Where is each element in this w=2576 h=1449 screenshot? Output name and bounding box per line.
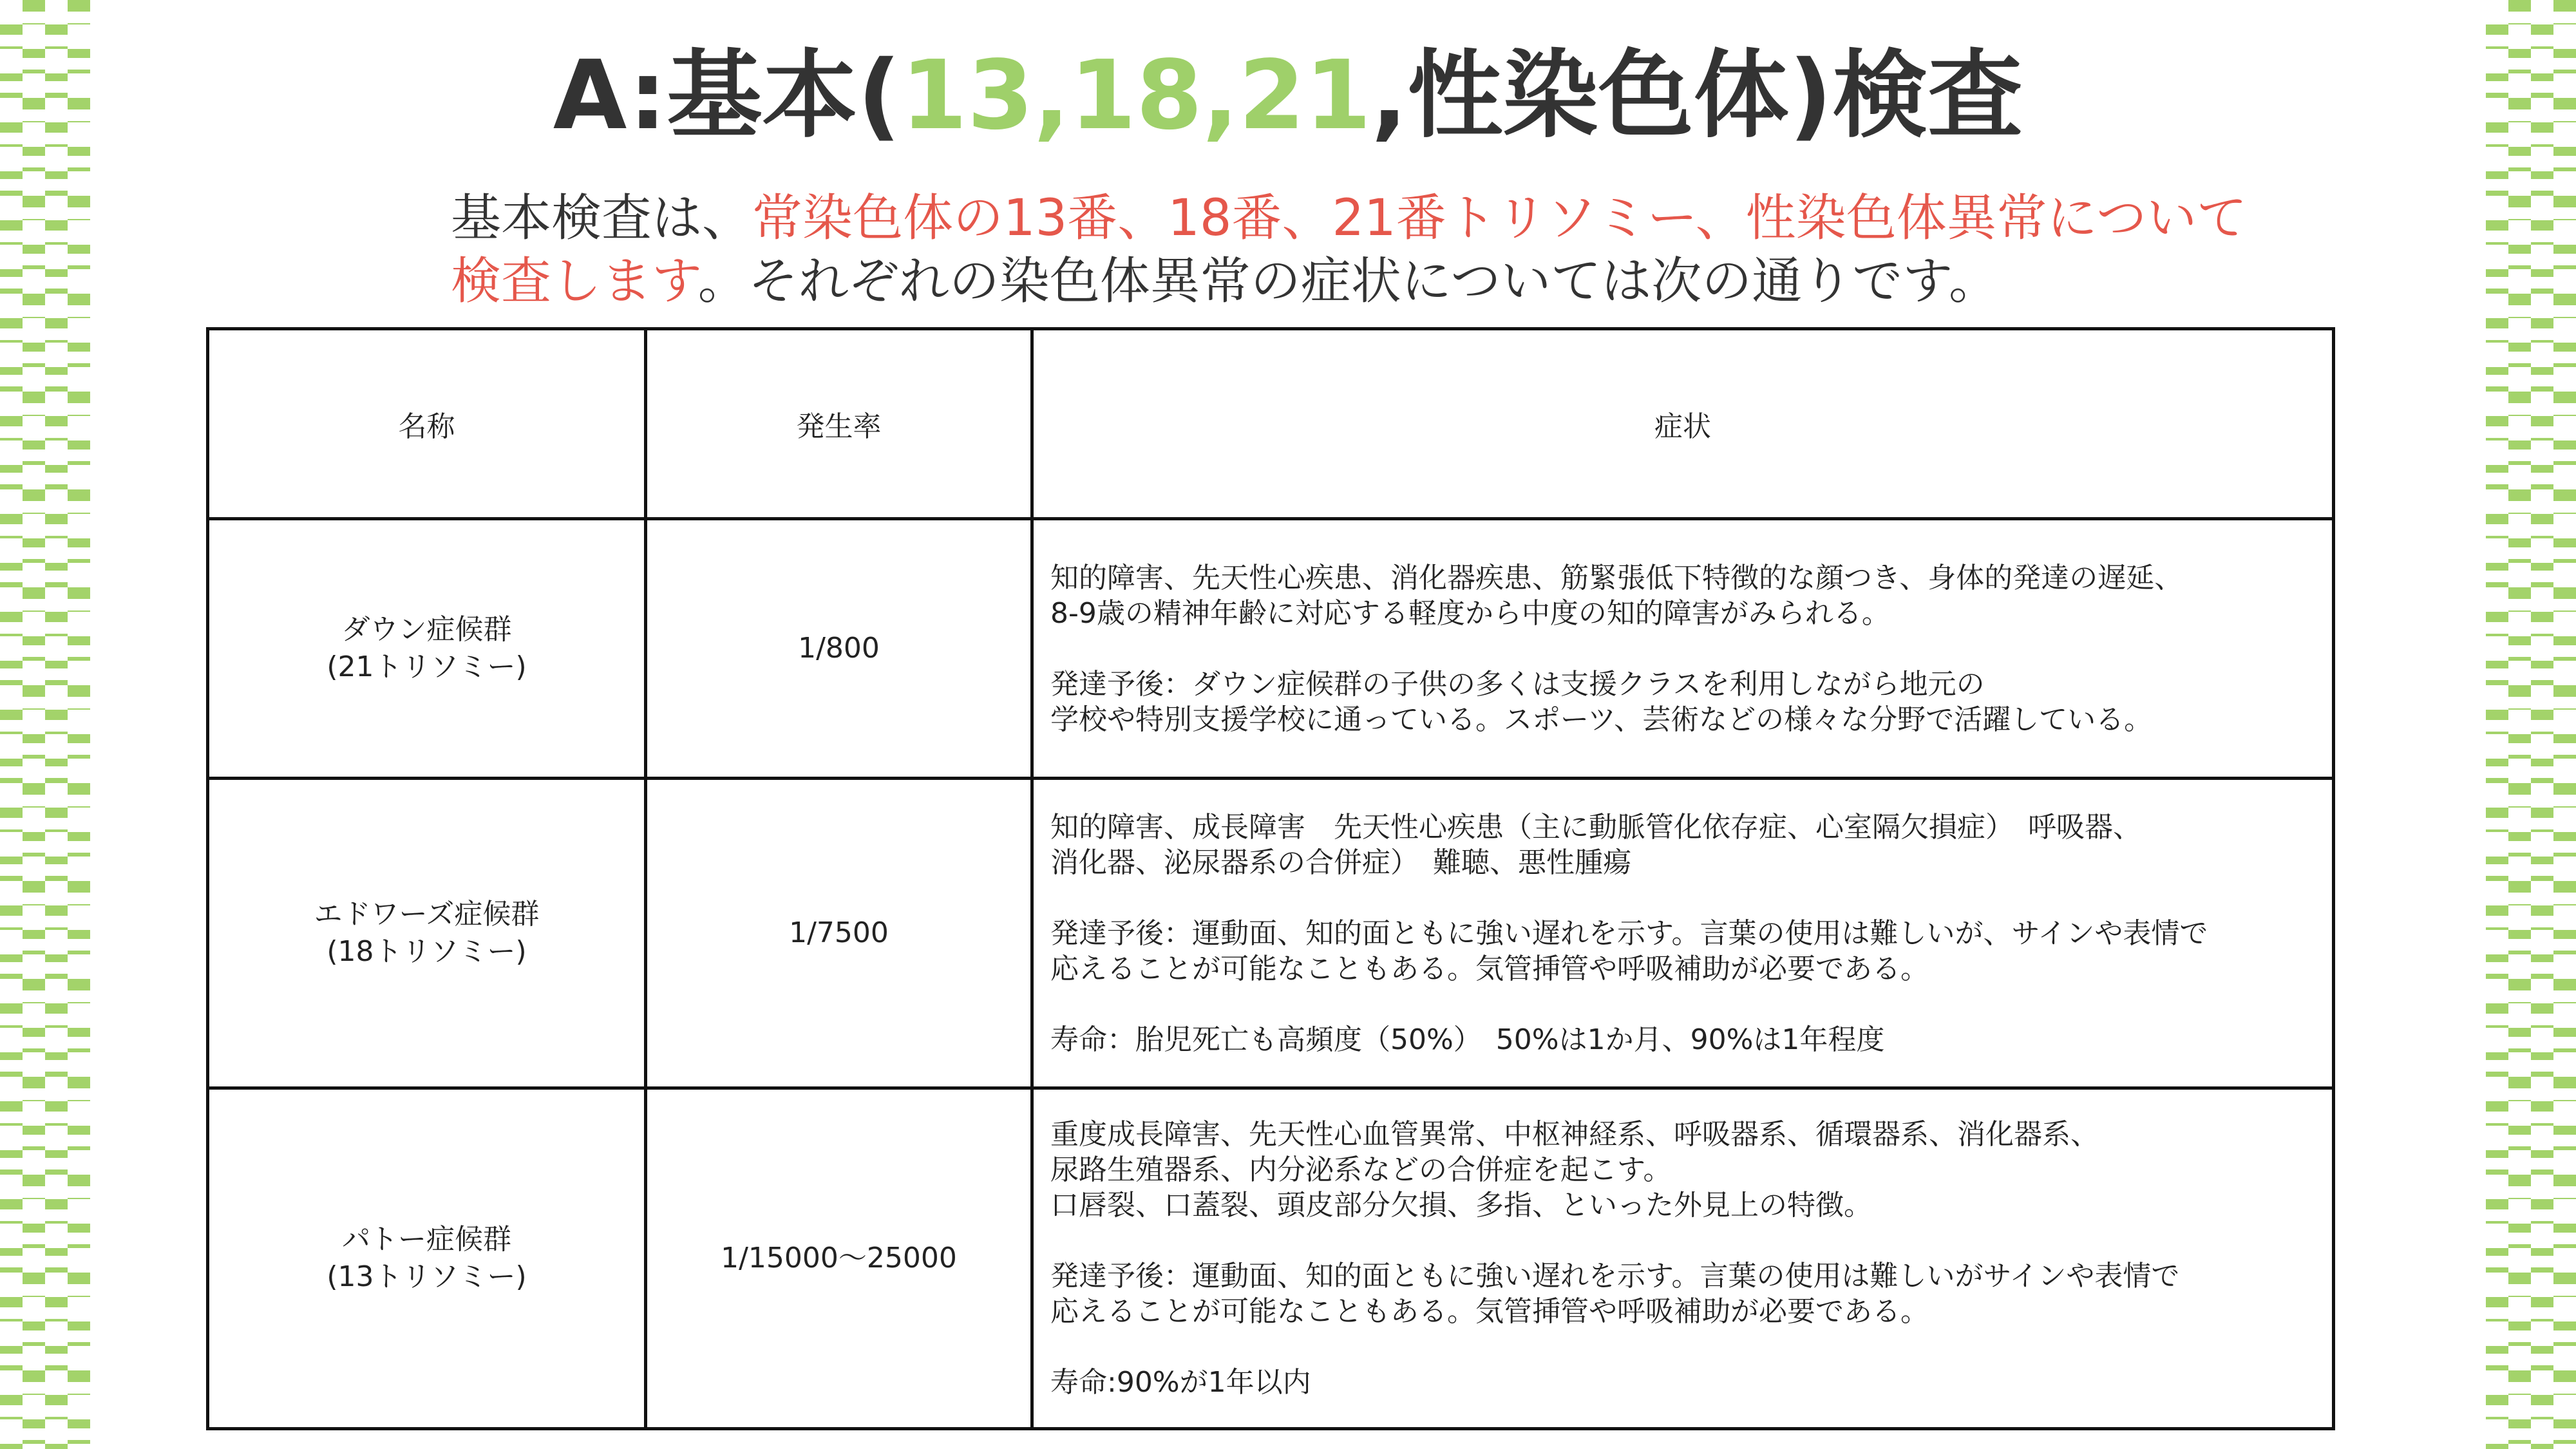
symptom-line: 発達予後：運動面、知的面ともに強い遅れを示す。言葉の使用は難しいが、サインや表情で [1050, 916, 2208, 950]
symptom-line: 発達予後：運動面、知的面ともに強い遅れを示す。言葉の使用は難しいがサインや表情で [1050, 1260, 2180, 1293]
symptom-line: 尿路生殖器系、内分泌系などの合併症を起こす。 [1050, 1153, 1672, 1186]
condition-subtitle: (13トリソミー) [327, 1260, 527, 1293]
symptom-line: 8-9歳の精神年齢に対応する軽度から中度の知的障害がみられる。 [1050, 596, 1890, 630]
symptoms-cell [1032, 519, 2334, 779]
intro-text-2: 。それぞれの染色体異常の症状については次の通りです。 [697, 252, 1999, 310]
header-rate: 発生率 [646, 329, 1032, 519]
incidence-rate: 1/7500 [646, 779, 1032, 1088]
intro-text: 基本検査は、 [451, 189, 753, 247]
title-suffix: ,性染色体)検査 [1371, 40, 2023, 151]
condition-subtitle: (18トリソミー) [327, 935, 527, 968]
symptom-spacer [1050, 631, 2319, 667]
symptom-line: 重度成長障害、先天性心血管異常、中枢神経系、呼吸器系、循環器系、消化器系、 [1050, 1118, 2099, 1151]
header-symptoms: 症状 [1032, 329, 2334, 519]
right-checker-border [2486, 0, 2576, 1449]
symptom-line: 知的障害、先天性心疾患、消化器疾患、筋緊張低下特徴的な顔つき、身体的発達の遅延、 [1050, 561, 2183, 594]
symptom-line: 知的障害、成長障害 先天性心疾患（主に動脈管化依存症、心室隔欠損症） 呼吸器、 [1050, 810, 2141, 844]
symptoms-cell [1032, 779, 2334, 1088]
table-row [208, 519, 2334, 779]
condition-name [208, 1088, 646, 1429]
intro-highlight-1: 常染色体の13番、18番、21番トリソミー、性染色体異常について [752, 189, 2248, 247]
condition-title: パトー症候群 [341, 1223, 512, 1256]
symptom-line: 学校や特別支援学校に通っている。スポーツ、芸術などの様々な分野で活躍している。 [1050, 703, 2153, 736]
symptom-line: 応えることが可能なこともある。気管挿管や呼吸補助が必要である。 [1050, 952, 1929, 985]
page-title [0, 37, 2576, 153]
intro-paragraph [451, 187, 2254, 313]
symptom-line: 口唇裂、口蓋裂、頭皮部分欠損、多指、といった外見上の特徴。 [1050, 1189, 1872, 1222]
condition-subtitle: (21トリソミー) [327, 650, 527, 683]
title-highlight: 13,18,21 [900, 40, 1372, 151]
symptom-spacer [1050, 1329, 2319, 1365]
symptom-spacer [1050, 880, 2319, 916]
table-row [208, 779, 2334, 1088]
table-header-row [208, 329, 2334, 519]
condition-name [208, 519, 646, 779]
chromosome-table [206, 327, 2335, 1430]
symptom-line: 消化器、泌尿器系の合併症） 難聴、悪性腫瘍 [1050, 846, 1631, 879]
symptoms-cell [1032, 1088, 2334, 1429]
symptom-spacer [1050, 1223, 2319, 1258]
header-name: 名称 [208, 329, 646, 519]
intro-highlight-2: 検査します [451, 252, 698, 310]
symptom-line: 発達予後：ダウン症候群の子供の多くは支援クラスを利用しながら地元の [1050, 667, 1985, 701]
symptom-line: 寿命:90%が1年以内 [1050, 1366, 1311, 1399]
symptom-line: 応えることが可能なこともある。気管挿管や呼吸補助が必要である。 [1050, 1295, 1929, 1328]
condition-title: ダウン症候群 [341, 613, 512, 646]
left-checker-border [0, 0, 90, 1449]
condition-title: エドワーズ症候群 [314, 898, 540, 931]
intro-line-1 [451, 187, 2254, 250]
symptom-spacer [1050, 987, 2319, 1022]
incidence-rate: 1/15000～25000 [646, 1088, 1032, 1429]
incidence-rate: 1/800 [646, 519, 1032, 779]
intro-line-2 [451, 250, 2254, 313]
symptom-line: 寿命：胎児死亡も高頻度（50%） 50%は1か月、90%は1年程度 [1050, 1023, 1885, 1056]
table-row [208, 1088, 2334, 1429]
title-prefix: A:基本( [553, 40, 901, 151]
condition-name [208, 779, 646, 1088]
